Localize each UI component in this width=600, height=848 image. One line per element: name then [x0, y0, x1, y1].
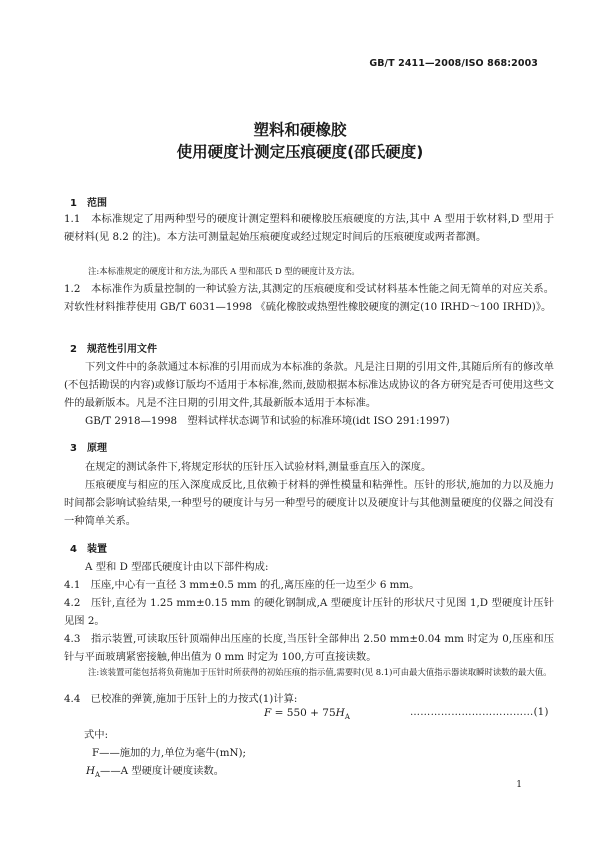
clause-1-2: 1.2 本标准作为质量控制的一种试验方法,其测定的压痕硬度和受试材料基本性能之间无简单的对应关系。对软性材料推荐使用 GB/T 6031—1998 《硫化橡胶或热塑性橡胶硬度的测定(10 IRHD～100 IRHD)》。: [64, 283, 554, 313]
standard-number: GB/T 2411—2008/ISO 868:2003: [369, 58, 538, 69]
formula-lhs: F: [264, 707, 272, 719]
where-label: 式中:: [84, 729, 109, 741]
clause-4-4: 4.4 已校准的弹簧,施加于压针上的力按式(1)计算:: [64, 693, 298, 705]
symbol-ha-definition: [86, 762, 224, 779]
clause-4-3: 4.3 指示装置,可读取压针顶端伸出压座的长度,当压针全部伸出 2.50 mm±0.04 mm 时定为 0,压座和压针与平面玻璃紧密接触,伸出值为 0 mm 时定为 100,方可直接读数。: [64, 633, 554, 663]
section-3-paragraph-2: 压痕硬度与相应的压入深度成反比,且依赖于材料的弹性模量和粘弹性。压针的形状,施加的力以及施力时间都会影响试验结果,一种型号的硬度计与另一种型号的硬度计以及硬度计与其他测量硬度的仪器之间没有一种简单关系。: [64, 479, 554, 527]
clause-4-1: 4.1 压座,中心有一直径 3 mm±0.5 mm 的孔,离压座的任一边至少 6 mm。: [64, 579, 420, 591]
title-line-1: 塑料和硬橡胶: [253, 121, 347, 139]
formula-1: [264, 707, 350, 721]
section-1-heading: 1 范围: [70, 198, 107, 209]
symbol-h-description: ——A 型硬度计硬度读数。: [100, 765, 225, 777]
section-3-heading: 3 原理: [70, 443, 107, 454]
symbol-f-definition: F——施加的力,单位为毫牛(mN);: [92, 747, 246, 759]
formula-rhs: = 550 + 75: [271, 707, 336, 719]
equation-number: ………………………………(1): [410, 707, 549, 718]
clause-4-3-note: 注:该装置可能包括将负荷施加于压针时所获得的初始压痕的指示值,需要时(见 8.1)可由最大值指示器读取瞬时读数的最大值。: [88, 667, 552, 677]
symbol-h-subscript: A: [94, 771, 101, 780]
clause-1-1-note: 注:本标准规定的硬度计和方法,为邵氏 A 型和邵氏 D 型的硬度计及方法。: [88, 266, 360, 276]
section-4-heading: 4 装置: [70, 544, 107, 555]
section-4-intro: A 型和 D 型邵氏硬度计由以下部件构成:: [85, 561, 269, 573]
section-3-paragraph-1: 在规定的测试条件下,将规定形状的压针压入试验材料,测量垂直压入的深度。: [85, 461, 432, 473]
clause-1-1: 1.1 本标准规定了用两种型号的硬度计测定塑料和硬橡胶压痕硬度的方法,其中 A 型用于软材料,D 型用于硬材料(见 8.2 的注)。本方法可测量起始压痕硬度或经过规定时间后的压痕硬度或两者都测。: [64, 213, 554, 243]
reference-gbt-2918: GB/T 2918—1998 塑料试样状态调节和试验的标准环境(idt ISO 291:1997): [85, 415, 450, 427]
section-2-paragraph: 下列文件中的条款通过本标准的引用而成为本标准的条款。凡是注日期的引用文件,其随后所有的修改单(不包括勘误的内容)或修订版均不适用于本标准,然而,鼓励根据本标准达成协议的各方研究是否可使用这些文件的最新版本。凡是不注日期的引用文件,其最新版本适用于本标准。: [64, 361, 554, 409]
section-2-heading: 2 规范性引用文件: [70, 344, 157, 355]
title-line-2: 使用硬度计测定压痕硬度(邵氏硬度): [176, 143, 424, 161]
page-number: 1: [516, 780, 522, 790]
clause-4-2: 4.2 压针,直径为 1.25 mm±0.15 mm 的硬化钢制成,A 型硬度计压针的形状尺寸见图 1,D 型硬度计压针见图 2。: [64, 597, 554, 627]
formula-subscript: A: [344, 713, 350, 722]
symbol-h: H: [86, 765, 95, 777]
formula-variable: H: [335, 707, 345, 719]
